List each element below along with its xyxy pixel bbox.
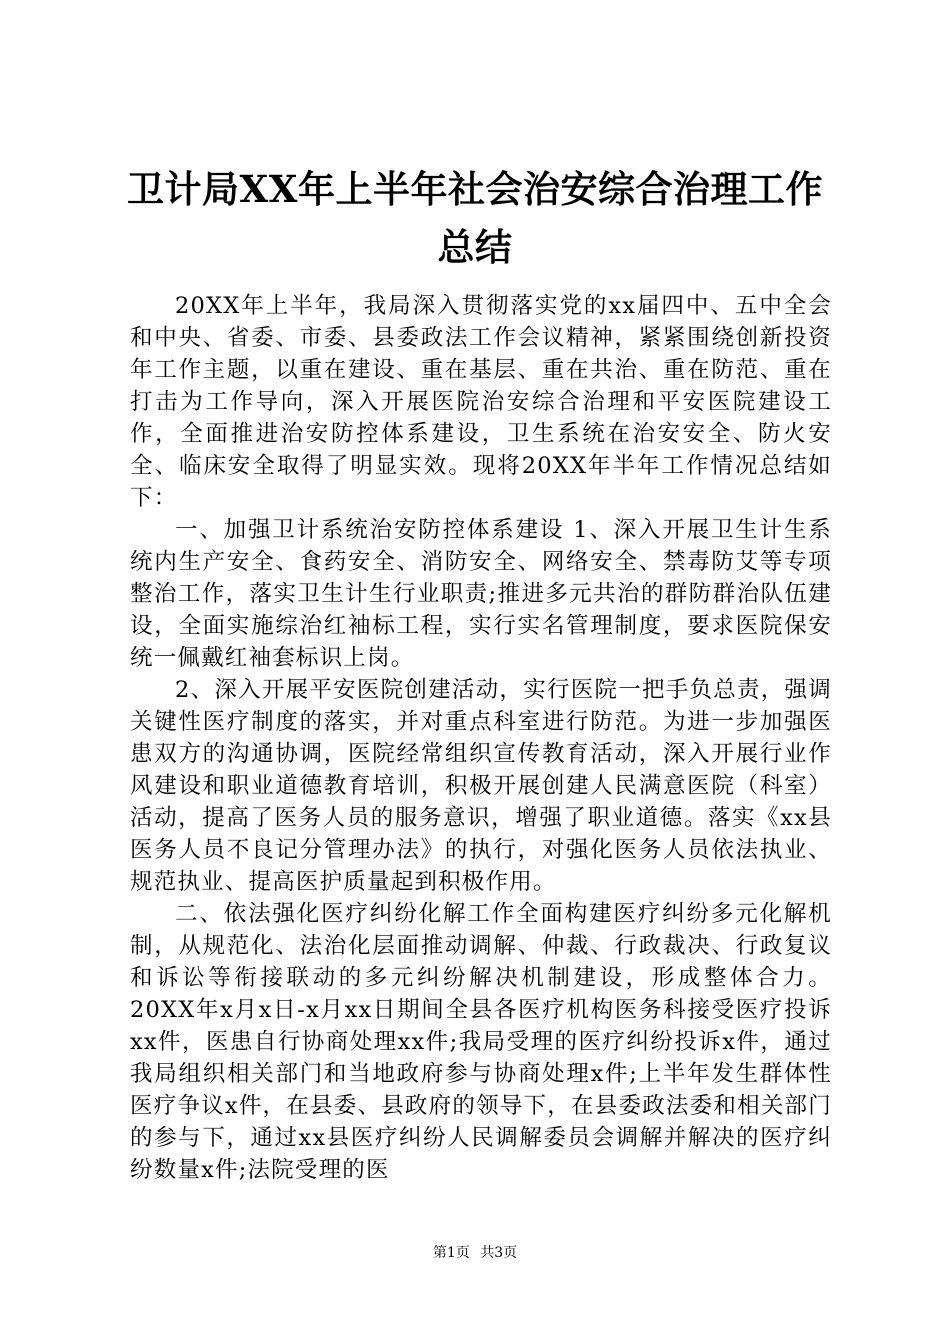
page-total: 共3页 (480, 1245, 518, 1261)
paragraph-section-1-2: 2、深入开展平安医院创建活动，实行医院一把手负总责，强调关键性医疗制度的落实，并对重点科室进行防范。为进一步加强医患双方的沟通协调，医院经常组织宣传教育活动，深入开展行业作风建设和职业道德教育培训，积极开展创建人民满意医院（科室）活动，提高了医务人员的服务意识，增强了职业道德。落实《xx县医务人员不良记分管理办法》的执行，对强化医务人员依法执业、规范执业、提高医护质量起到积极作用。 (130, 677, 832, 895)
paragraph-section-1: 一、加强卫计系统治安防控体系建设 1、深入开展卫生计生系统内生产安全、食药安全、消防安全、网络安全、禁毒防艾等专项整治工作，落实卫生计生行业职责;推进多元共治的群防群治队伍建设，全面实施综治红袖标工程，实行实名管理制度，要求医院保安统一佩戴红袖套标识上岗。 (130, 517, 832, 671)
page-footer (0, 1244, 950, 1262)
paragraph-section-2: 二、依法强化医疗纠纷化解工作全面构建医疗纠纷多元化解机制，从规范化、法治化层面推动调解、仲裁、行政裁决、行政复议和诉讼等衔接联动的多元纠纷解决机制建设，形成整体合力。20XX年x月x日-x月xx日期间全县各医疗机构医务科接受医疗投诉xx件，医患自行协商处理xx件;我局受理的医疗纠纷投诉x件，通过我局组织相关部门和当地政府参与协商处理x件;上半年发生群体性医疗争议x件，在县委、县政府的领导下，在县委政法委和相关部门的参与下，通过xx县医疗纠纷人民调解委员会调解并解决的医疗纠纷数量x件;法院受理的医 (130, 901, 832, 1183)
document-title: 卫计局XX年上半年社会治安综合治理工作总结 (127, 167, 823, 269)
document-body (130, 290, 832, 1186)
page-number: 第1页 (432, 1245, 470, 1261)
paragraph-intro: 20XX年上半年，我局深入贯彻落实党的xx届四中、五中全会和中央、省委、市委、县委政法工作会议精神，紧紧围绕创新投资年工作主题，以重在建设、重在基层、重在共治、重在防范、重在打击为工作导向，深入开展医院治安综合治理和平安医院建设工作，全面推进治安防控体系建设，卫生系统在治安安全、防火安全、临床安全取得了明显实效。现将20XX年半年工作情况总结如下： (130, 293, 832, 511)
